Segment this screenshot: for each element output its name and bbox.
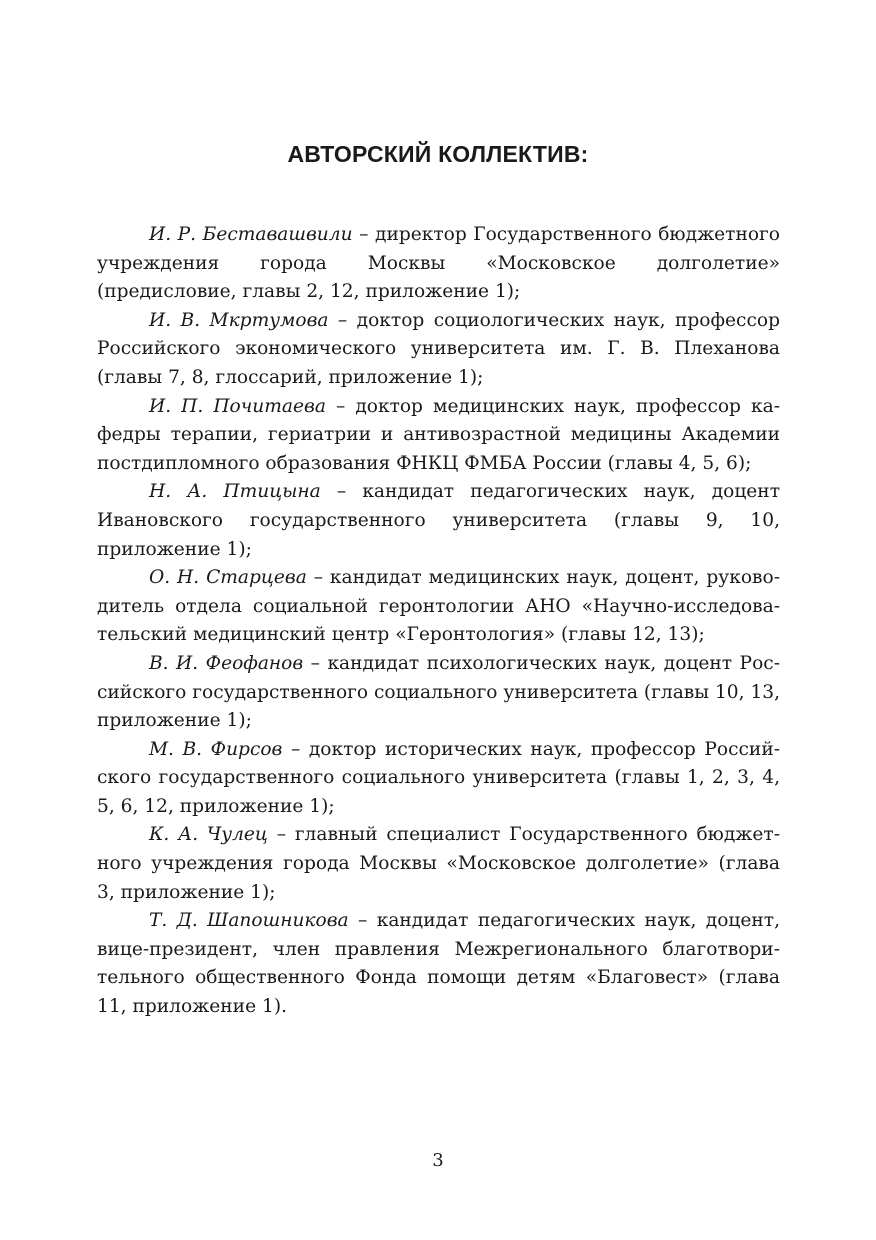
author-entry: [97, 307, 780, 393]
author-name: Т. Д. Шапошникова: [149, 910, 349, 932]
author-separator: –: [352, 224, 375, 245]
author-name: Н. А. Птицына: [149, 481, 321, 503]
author-description: кандидат психологических наук, доцент Российского государственного социального университета (главы 10, 13, приложение 1);: [97, 652, 781, 732]
author-name: И. Р. Беставашвили: [149, 224, 353, 245]
author-description: кандидат медицинских наук, доцент, руководитель отдела социальной геронтологии АНО «Научно-исследовательский медицинский центр «Геронтология» (главы 12, 13);: [97, 567, 780, 646]
author-entry: [97, 564, 780, 650]
author-description: доктор исторических наук, профессор Российского государственного социального университета (главы 1, 2, 3, 4, 5, 6, 12, приложение 1);: [97, 738, 781, 817]
author-description: директор Государственного бюджетного учреждения города Москвы «Московское долголетие» (предисловие, главы 2, 12, приложение 1);: [97, 224, 780, 303]
author-separator: –: [282, 738, 309, 760]
author-separator: –: [325, 395, 356, 417]
author-name: М. В. Фирсов: [149, 738, 283, 760]
author-separator: –: [320, 481, 363, 503]
author-name: В. И. Феофанов: [149, 652, 304, 674]
author-description: доктор медицинских наук, профессор кафедры терапии, гериатрии и антивозрастной медицины Академии постдипломного образования ФНКЦ ФМБА России (главы 4, 5, 6);: [97, 395, 781, 474]
page-title: АВТОРСКИЙ КОЛЛЕКТИВ:: [287, 141, 589, 167]
author-separator: –: [306, 567, 330, 589]
author-name: О. Н. Старцева: [149, 567, 307, 589]
author-name: К. А. Чулец: [149, 824, 268, 846]
author-description: главный специалист Государственного бюджетного учреждения города Москвы «Московское долголетие» (глава 3, приложение 1);: [97, 824, 780, 903]
author-separator: –: [267, 824, 295, 846]
author-separator: –: [303, 652, 328, 674]
author-entry: [97, 221, 780, 307]
author-description: кандидат педагогических наук, доцент Ивановского государственного университета (главы 9, 10, приложение 1);: [97, 481, 780, 560]
author-entry: [97, 478, 780, 564]
author-name: И. П. Почитаева: [149, 395, 326, 417]
author-separator: –: [348, 910, 377, 932]
author-description: кандидат педагогических наук, доцент, вице-президент, член правления Межрегионального благотворительного общественного Фонда помощи детям «Благовест» (глава 11, приложение 1).: [97, 910, 780, 1018]
author-entry: [97, 907, 780, 1021]
author-separator: –: [328, 309, 357, 331]
author-entry: [97, 736, 780, 822]
author-entry: [97, 650, 780, 736]
author-list: [97, 221, 780, 1022]
author-description: доктор социологических наук, профессор Российского экономического университета им. Г. В. Плеханова (главы 7, 8, глоссарий, приложение 1);: [97, 309, 780, 388]
author-entry: [97, 821, 780, 907]
author-name: И. В. Мкртумова: [149, 309, 329, 331]
author-entry: [97, 393, 780, 479]
page-number: 3: [432, 1150, 444, 1171]
